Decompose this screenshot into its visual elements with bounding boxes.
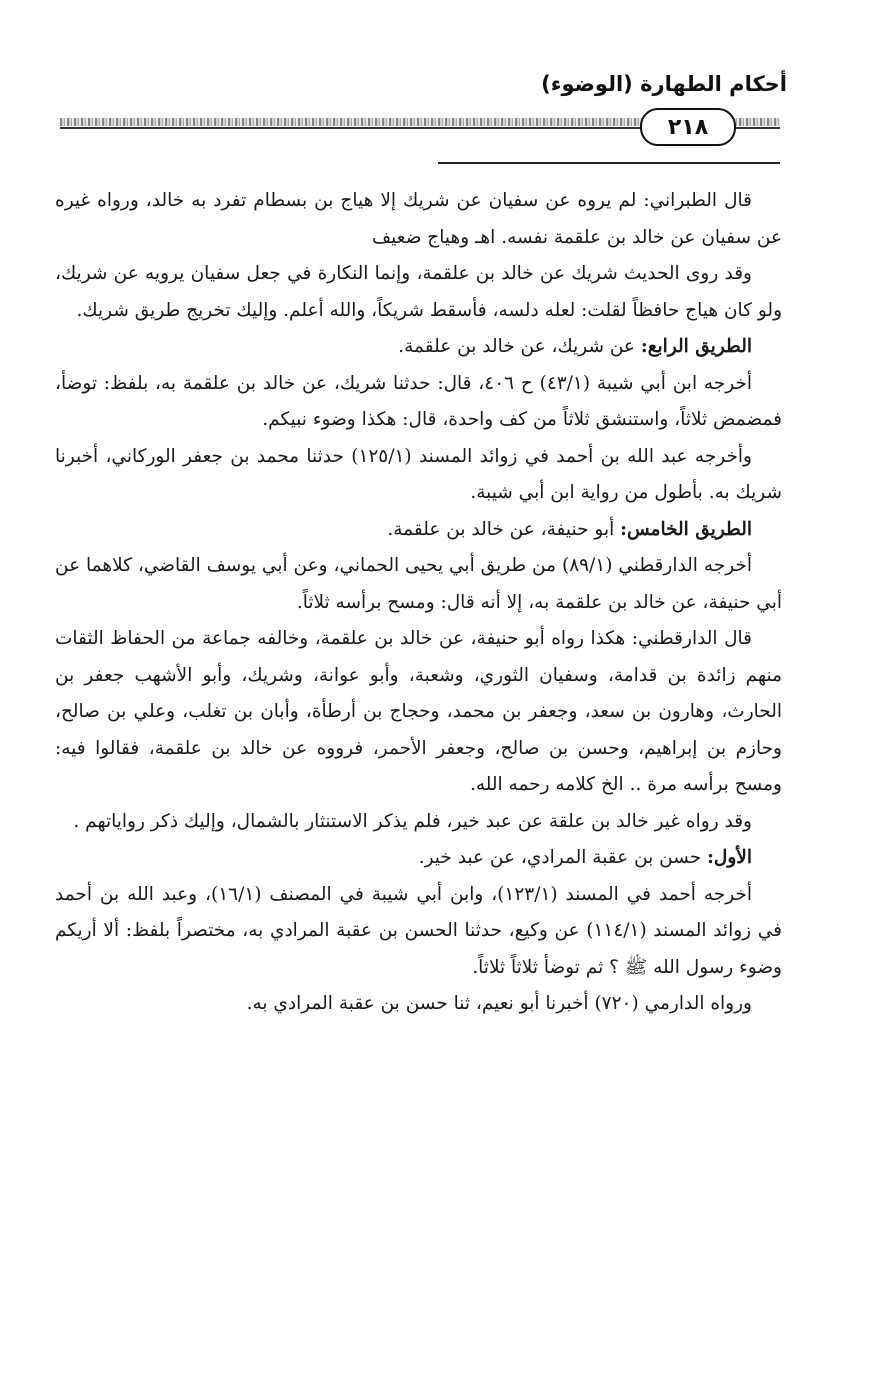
paragraph-text: ورواه الدارمي (٧٢٠) أخبرنا أبو نعيم، ثنا حسن بن عقبة المرادي به. (246, 993, 752, 1014)
page-header (0, 0, 879, 160)
paragraph-text: عن شريك، عن خالد بن علقمة. (398, 336, 641, 357)
paragraph (55, 366, 782, 439)
running-title: أحكام الطهارة (الوضوء) (541, 72, 787, 96)
paragraph (55, 548, 782, 621)
paragraph (55, 329, 782, 366)
paragraph-text: أخرجه أحمد في المسند (١٢٣/١)، وابن أبي شيبة في المصنف (١٦/١)، وعبد الله بن أحمد في زوائد المسند (١١٤/١) عن وكيع، حدثنا الحسن بن عقبة المرادي به، مختصراً بلفظ: ألا أريكم وضوء رسول الله ﷺ ؟ ثم توضأ ثلاثاً ثلاثاً. (55, 883, 782, 978)
page-body (55, 183, 782, 1023)
paragraph (55, 840, 782, 877)
paragraph (55, 512, 782, 549)
paragraph (55, 986, 782, 1023)
paragraph (55, 256, 782, 329)
paragraph-text: وقد روى الحديث شريك عن خالد بن علقمة، وإنما النكارة في جعل سفيان يرويه عن شريك، ولو كان هياج حافظاً لقلت: لعله دلسه، فأسقط شريكاً، والله أعلم. وإليك تخريج طريق شريك. (55, 263, 782, 321)
paragraph-heading: الأول: (707, 847, 752, 868)
paragraph-text: وقد رواه غير خالد بن علقة عن عبد خير، فلم يذكر الاستنثار بالشمال، وإليك ذكر رواياتهم . (73, 810, 752, 832)
paragraph-text: حسن بن عقبة المرادي، عن عبد خير. (418, 847, 708, 868)
paragraph (55, 183, 782, 256)
paragraph-text: قال الطبراني: لم يروه عن سفيان عن شريك إلا هياج بن بسطام تفرد به خالد، ورواه غيره عن سفيان عن خالد بن علقمة نفسه. اهـ وهياج ضعيف (55, 190, 782, 248)
paragraph-text: أبو حنيفة، عن خالد بن علقمة. (387, 518, 621, 540)
paragraph (55, 621, 782, 804)
page-number: ٢١٨ (640, 108, 736, 146)
paragraph-heading: الطريق الرابع: (640, 336, 752, 357)
paragraph-heading: الطريق الخامس: (620, 518, 752, 540)
paragraph-text: قال الدارقطني: هكذا رواه أبو حنيفة، عن خالد بن علقمة، وخالفه جماعة من الحفاظ الثقات منهم زائدة بن قدامة، وسفيان الثوري، وشعبة، وأبو عوانة، وشريك، وأبو الأشهب جعفر بن الحارث، وهارون بن سعد، وجعفر بن محمد، وحجاج بن أرطأة، وأبان بن تغلب، وعلي بن صالح، وحازم بن إبراهيم، وحسن بن صالح، وجعفر الأحمر، فرووه عن خالد بن علقمة، فقالوا فيه: ومسح برأسه مرة .. الخ كلامه رحمه الله. (55, 628, 782, 795)
paragraph-text: أخرجه ابن أبي شيبة (٤٣/١) ح ٤٠٦، قال: حدثنا شريك، عن خالد بن علقمة به، بلفظ: توضأ، فمضمض ثلاثاً، واستنشق ثلاثاً من كف واحدة، قال: هكذا وضوء نبيكم. (55, 372, 782, 430)
paragraph (55, 439, 782, 512)
paragraph-text: أخرجه الدارقطني (٨٩/١) من طريق أبي يحيى الحماني، وعن أبي يوسف القاضي، كلاهما عن أبي حنيفة، عن خالد بن علقمة به، إلا أنه قال: ومسح برأسه ثلاثاً. (55, 555, 782, 613)
paragraph-text: وأخرجه عبد الله بن أحمد في زوائد المسند (١٢٥/١) حدثنا محمد بن جعفر الوركاني، أخبرنا شريك به. بأطول من رواية ابن أبي شيبة. (55, 445, 782, 503)
paragraph (55, 804, 782, 841)
paragraph (55, 877, 782, 987)
separator-rule (438, 162, 780, 164)
